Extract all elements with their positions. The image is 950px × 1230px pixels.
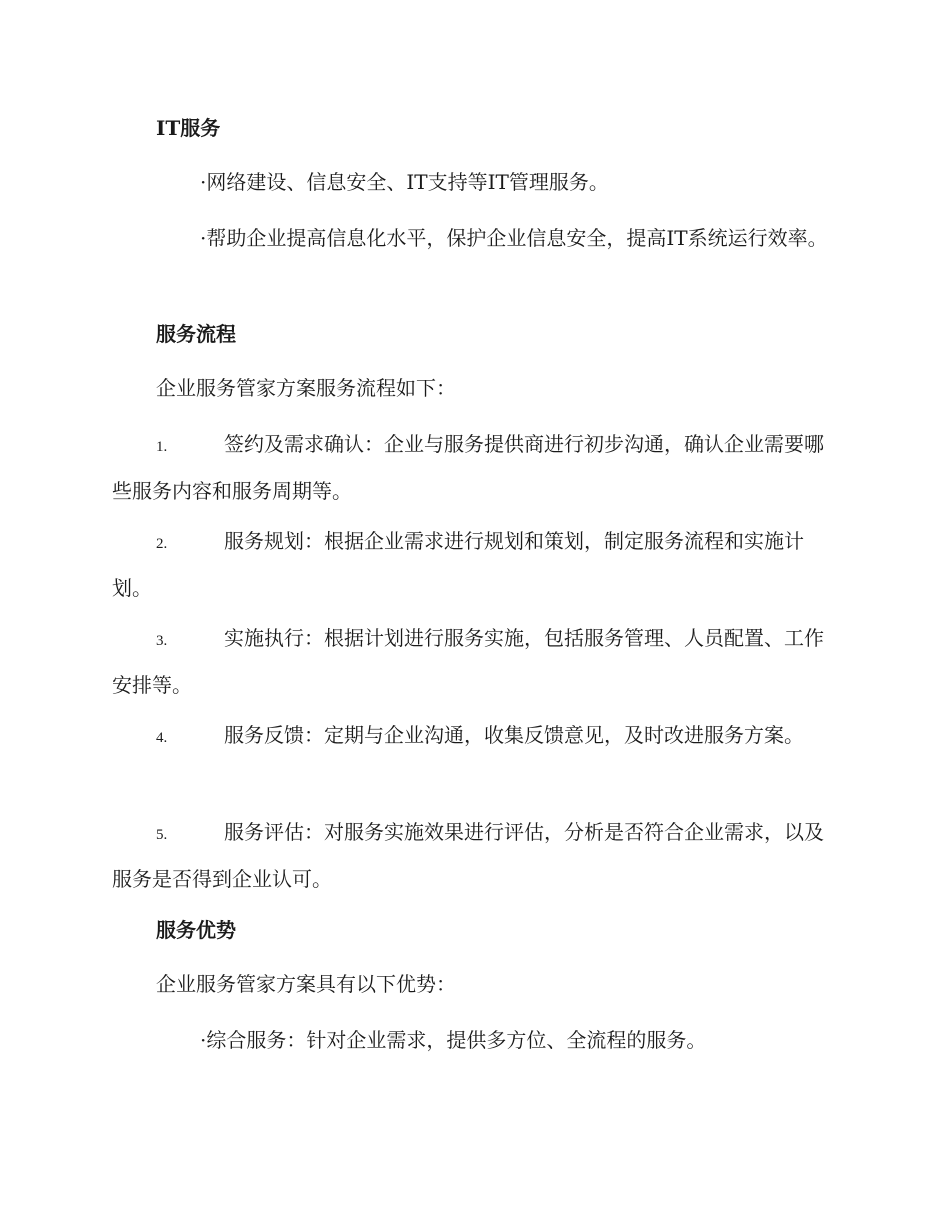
- step-number: 3.: [156, 633, 168, 649]
- heading-advantages: 服务优势: [156, 918, 236, 942]
- bullet-icon: ·: [200, 226, 207, 250]
- heading-process: 服务流程: [156, 322, 236, 346]
- step-number: 4.: [156, 730, 168, 746]
- it-service-bullet-1: ·网络建设、信息安全、IT支持等IT管理服务。: [112, 160, 842, 204]
- step-number: 2.: [156, 536, 168, 552]
- process-step-3: [112, 616, 842, 707]
- step-number: 5.: [156, 827, 168, 843]
- process-intro: 企业服务管家方案服务流程如下：: [156, 376, 456, 400]
- bullet-icon: ·: [200, 1028, 207, 1052]
- bullet-icon: ·: [200, 170, 207, 194]
- step-text: 服务规划：根据企业需求进行规划和策划，制定服务流程和实施计划。: [112, 529, 804, 600]
- step-text: 服务反馈：定期与企业沟通，收集反馈意见，及时改进服务方案。: [224, 723, 804, 747]
- step-text: 签约及需求确认：企业与服务提供商进行初步沟通，确认企业需要哪些服务内容和服务周期等。: [112, 432, 824, 503]
- process-step-2: [112, 519, 842, 610]
- step-text: 服务评估：对服务实施效果进行评估，分析是否符合企业需求，以及服务是否得到企业认可。: [112, 820, 824, 891]
- process-step-4: [112, 713, 842, 760]
- heading-it-service: IT服务: [156, 116, 221, 140]
- process-step-5: [112, 810, 842, 901]
- step-text: 实施执行：根据计划进行服务实施，包括服务管理、人员配置、工作安排等。: [112, 626, 824, 697]
- it-service-bullet-2: ·帮助企业提高信息化水平，保护企业信息安全，提高IT系统运行效率。: [112, 216, 842, 260]
- advantages-bullet-1: ·综合服务：针对企业需求，提供多方位、全流程的服务。: [112, 1018, 842, 1062]
- advantages-intro: 企业服务管家方案具有以下优势：: [156, 972, 456, 996]
- process-step-1: [112, 422, 842, 513]
- step-number: 1.: [156, 439, 168, 455]
